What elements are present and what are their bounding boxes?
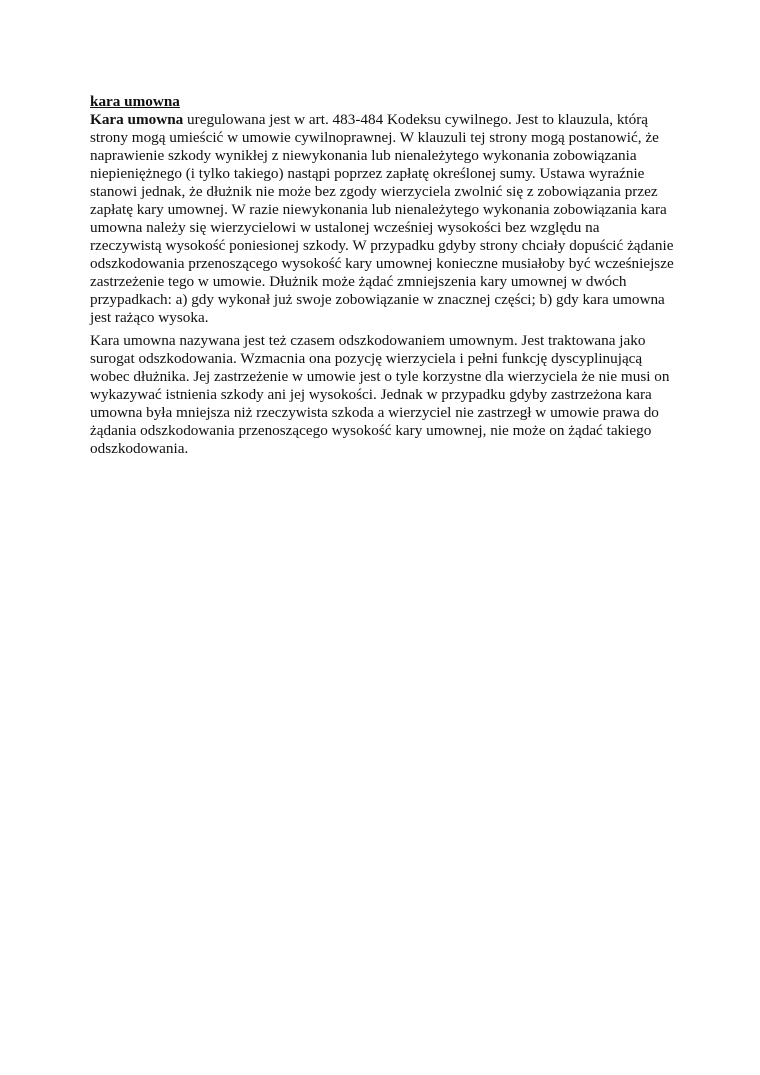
- document-page: [90, 93, 674, 463]
- paragraph-2: [90, 332, 674, 458]
- paragraph-1-lead: Kara umowna: [90, 111, 184, 128]
- paragraph-2-text: Kara umowna nazywana jest też czasem odszkodowaniem umownym. Jest traktowana jako surogat odszkodowania. Wzmacnia ona pozycję wierzyciela i pełni funkcję dyscyplinującą wobec dłużnika. Jej zastrzeżenie w umowie jest o tyle korzystne dla wierzyciela że nie musi on wykazywać istnienia szkody ani jej wysokości. Jednak w przypadku gdyby zastrzeżona kara umowna była mniejsza niż rzeczywista szkoda a wierzyciel nie zastrzegł w umowie prawa do żądania odszkodowania przenoszącego wysokość kary umownej, nie może on żądać takiego odszkodowania.: [90, 332, 670, 457]
- document-title: kara umowna: [90, 93, 180, 110]
- paragraph-1-text: uregulowana jest w art. 483-484 Kodeksu cywilnego. Jest to klauzula, którą strony mogą umieścić w umowie cywilnoprawnej. W klauzuli tej strony mogą postanowić, że naprawienie szkody wynikłej z niewykonania lub nienależytego wykonania zobowiązania niepieniężnego (i tylko takiego) nastąpi poprzez zapłatę określonej sumy. Ustawa wyraźnie stanowi jednak, że dłużnik nie może bez zgody wierzyciela zwolnić się z zobowiązania przez zapłatę kary umownej. W razie niewykonania lub nienależytego wykonania zobowiązania kara umowna należy się wierzycielowi w ustalonej wcześniej wysokości bez względu na rzeczywistą wysokość poniesionej szkody. W przypadku gdyby strony chciały dopuścić żądanie odszkodowania przenoszącego wysokość kary umownej konieczne musiałoby być wcześniejsze zastrzeżenie tego w umowie. Dłużnik może żądać zmniejszenia kary umownej w dwóch przypadkach: a) gdy wykonał już swoje zobowiązanie w znacznej części; b) gdy kara umowna jest rażąco wysoka.: [90, 111, 674, 326]
- paragraph-1: [90, 111, 674, 327]
